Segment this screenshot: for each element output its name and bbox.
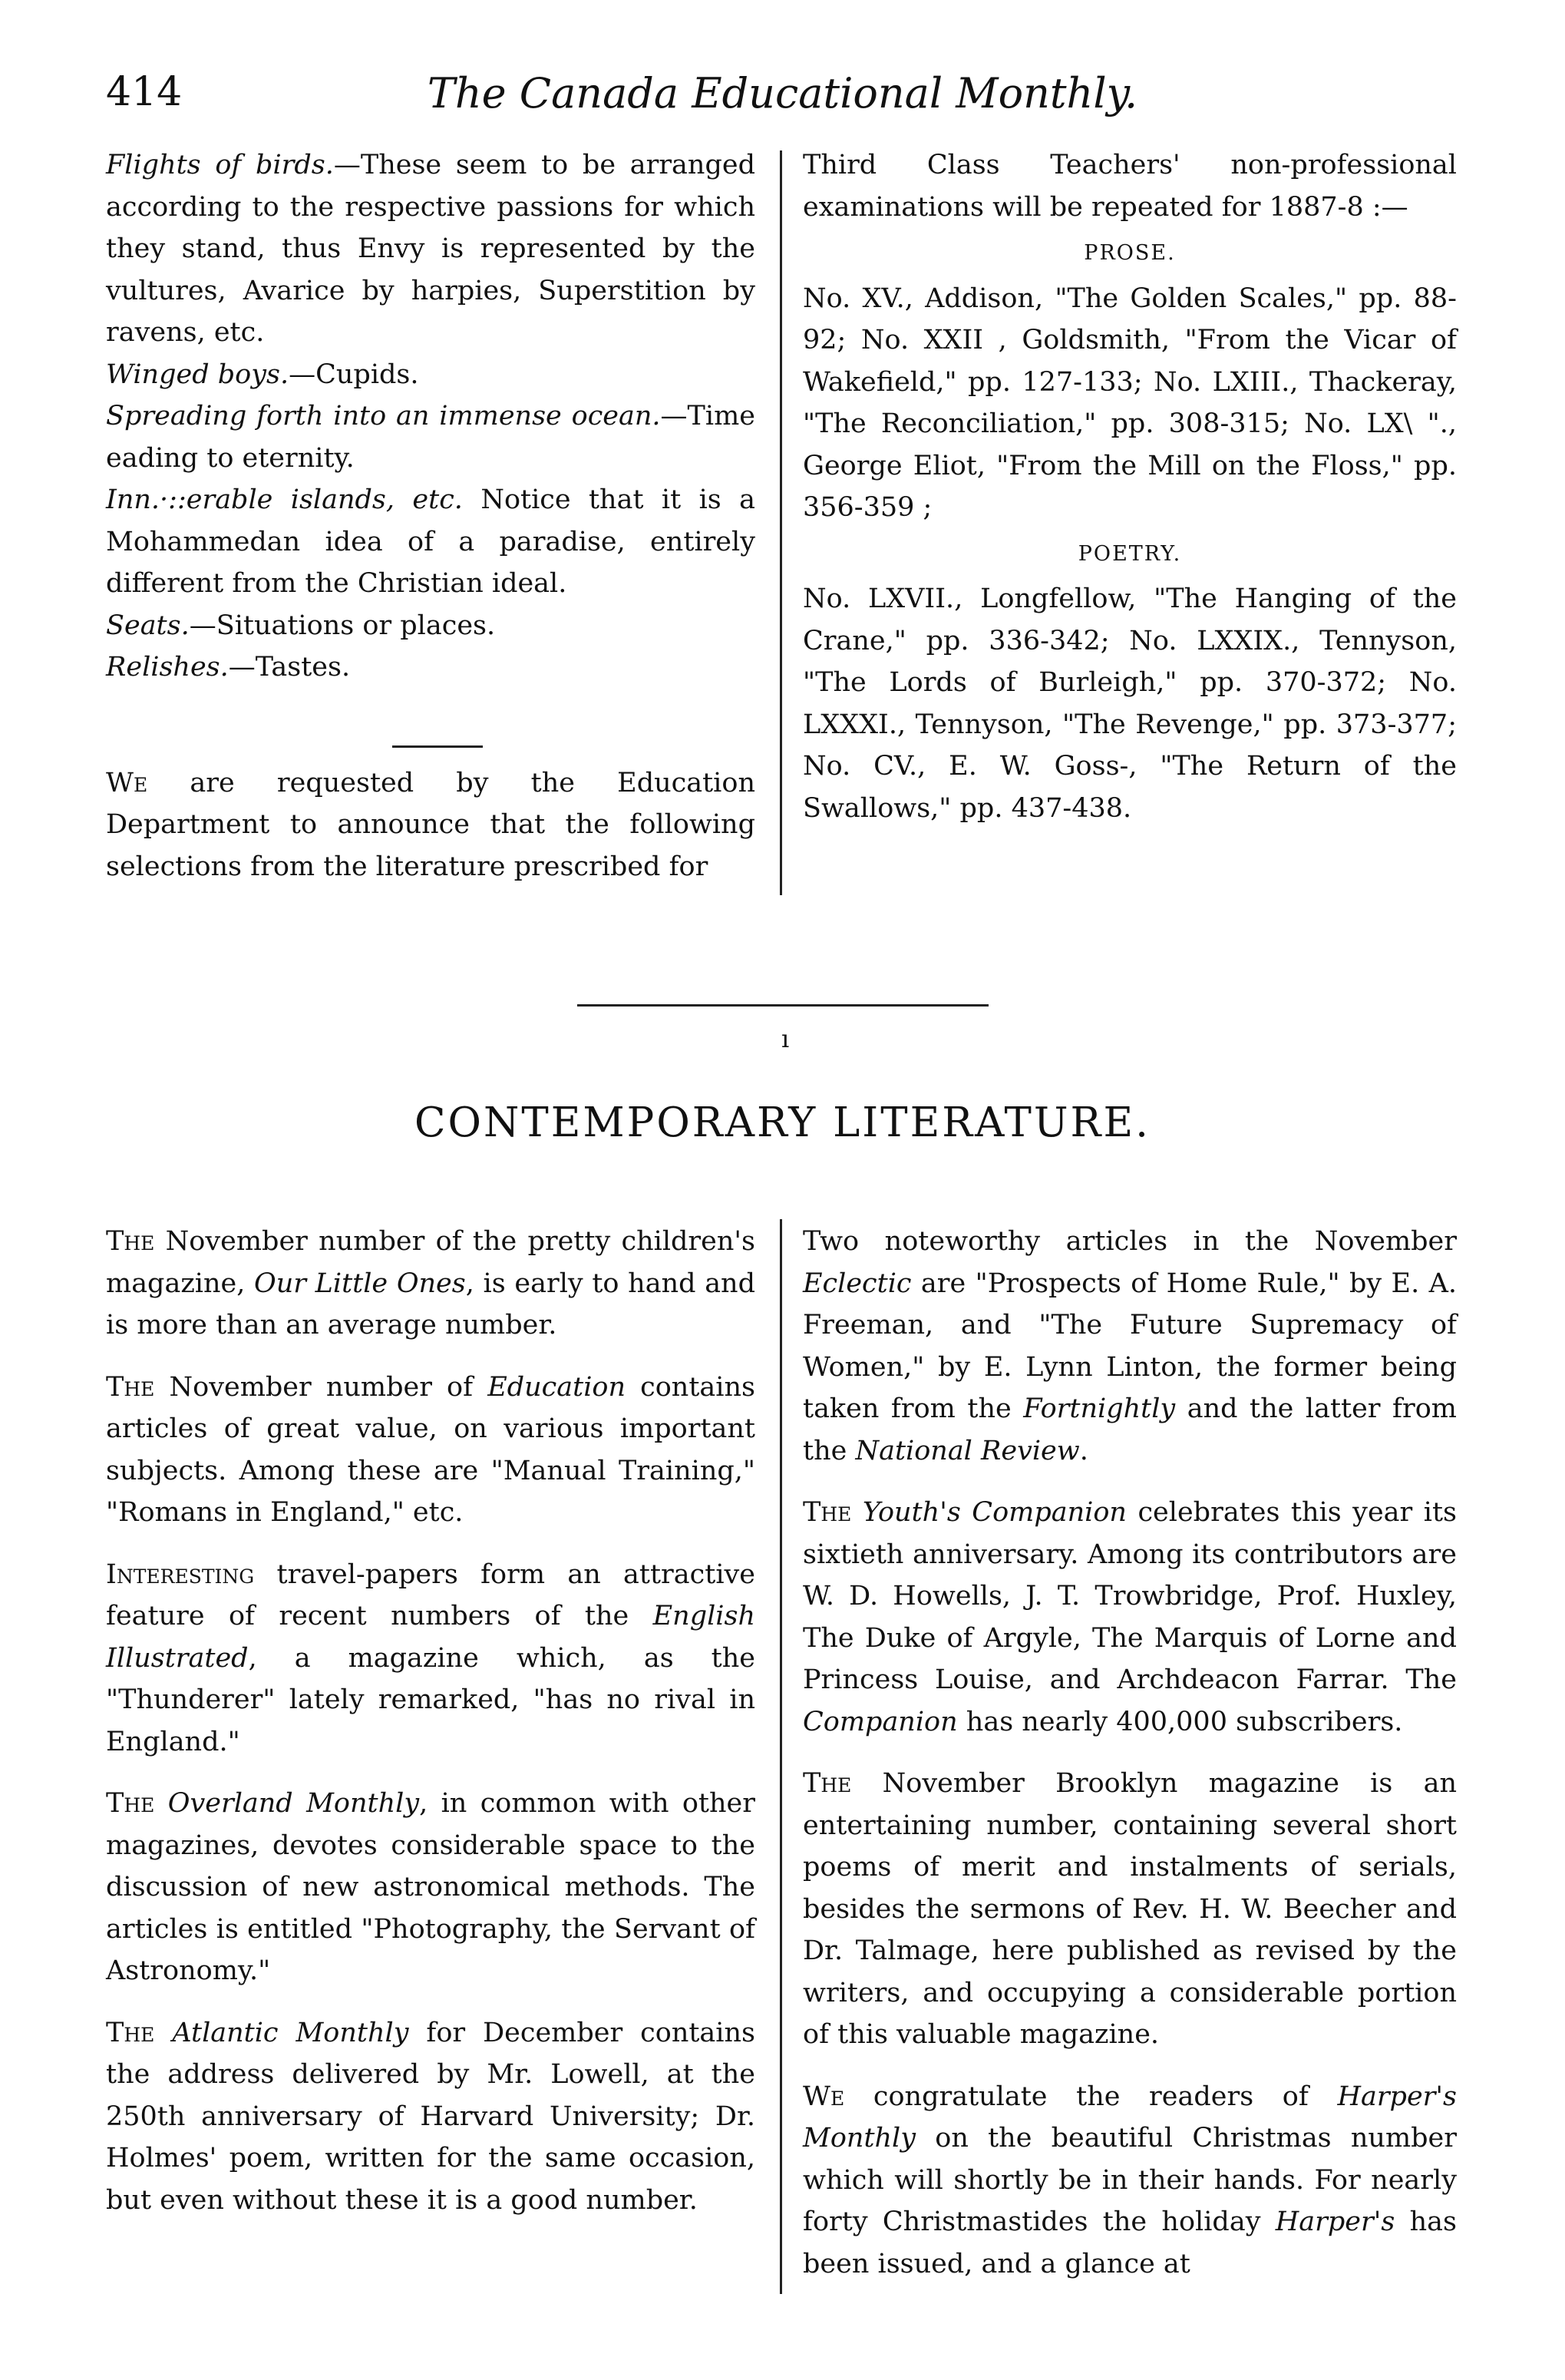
magazine-title: Our Little Ones — [254, 1268, 466, 1299]
magazine-title: Harper's — [1275, 2206, 1395, 2237]
lead-word: The — [106, 1226, 155, 1257]
magazine-title: English Illustrated — [106, 1601, 755, 1674]
note-term: Spreading forth into an immense ocean. — [106, 401, 661, 431]
journal-title: The Canada Educational Monthly. — [427, 69, 1138, 117]
lead-word: Interesting — [106, 1559, 255, 1590]
poetry-selections: No. LXVII., Longfellow, "The Hanging of the Crane," pp. 336-342; No. LXXIX., Tennyson, "The Lords of Burleigh," pp. 370-372; No. LXXXI., Tennyson, "The Revenge," pp. 373-377; No. CV., E. W. Goss-, "The Return of the Swallows," pp. 437-438. — [803, 583, 1457, 824]
poetry-heading: POETRY. — [1078, 541, 1182, 566]
note-text: —Situations or places. — [189, 610, 496, 641]
notice-overland-monthly — [106, 1783, 755, 1992]
magazine-title: Eclectic — [803, 1268, 912, 1299]
notice-text: contains articles of great value, on various important subjects. Among these are "Manual Training," "Romans in England," etc. — [106, 1371, 755, 1528]
lead-word: We — [803, 2081, 845, 2112]
note-term: Inn.·::erable islands, etc. — [106, 484, 463, 515]
examinations-intro: Third Class Teachers' non-professional examinations will be repeated for 1887-8 :— — [803, 150, 1457, 223]
announcement-text: are requested by the Education Department to announce that the following selections from the literature prescribed for — [106, 767, 755, 882]
lead-word: The — [106, 1371, 155, 1403]
top-left-column — [106, 144, 755, 888]
notice-text: on the beautiful Christmas number which will shortly be in their hands. For nearly forty Christmastides the holiday — [803, 2123, 1457, 2237]
section-mark: ı — [781, 1024, 790, 1053]
note-seats — [106, 605, 755, 647]
running-head — [0, 69, 1565, 131]
lead-word: The — [106, 1788, 155, 1819]
notice-text: congratulate the readers of — [844, 2081, 1338, 2112]
magazine-title: Overland Monthly — [167, 1788, 420, 1819]
notice-text: travel-papers form an attractive feature of recent numbers of the — [106, 1559, 755, 1631]
column-rule-top — [780, 150, 782, 895]
bottom-right-column — [803, 1221, 1457, 2285]
notice-youths-companion — [803, 1492, 1457, 1743]
notice-eclectic — [803, 1221, 1457, 1472]
notice-text: . — [1079, 1435, 1088, 1466]
section-heading: CONTEMPORARY LITERATURE. — [414, 1099, 1151, 1146]
notice-text: , in common with other magazines, devotes considerable space to the discussion of new astronomical methods. The articles is entitled "Photography, the Servant of Astronomy." — [106, 1788, 755, 1986]
notice-text: has been issued, and a glance at — [803, 2206, 1457, 2279]
note-text: —Cupids. — [289, 359, 419, 390]
note-text: —Time eading to eternity. — [106, 401, 755, 474]
notice-atlantic-monthly — [106, 2012, 755, 2222]
notice-text: November number of — [154, 1371, 488, 1403]
note-winged-boys — [106, 354, 755, 396]
magazine-title: Companion — [803, 1706, 958, 1737]
note-term: Seats. — [106, 610, 190, 641]
lead-word: The — [106, 2017, 155, 2048]
lead-word: The — [803, 1497, 852, 1528]
top-right-column — [803, 144, 1457, 829]
magazine-title: Education — [487, 1371, 626, 1403]
lead-word: We — [106, 767, 148, 798]
magazine-title: National Review — [855, 1435, 1080, 1466]
short-divider — [392, 745, 483, 748]
notice-text: Two noteworthy articles in the November — [803, 1226, 1457, 1257]
note-term: Winged boys. — [106, 359, 289, 390]
note-term: Relishes. — [106, 652, 229, 683]
note-text: Notice that it is a Mohammedan idea of a paradise, entirely different from the Christian ideal. — [106, 484, 756, 599]
page-number: 414 — [106, 69, 183, 115]
notice-text: for December contains the address delivered by Mr. Lowell, at the 250th anniversary of Harvard University; Dr. Holmes' poem, written for the same occasion, but even without these it is a good number. — [106, 2017, 755, 2216]
note-relishes — [106, 646, 755, 689]
magazine-title: Harper's Monthly — [803, 2081, 1457, 2154]
notice-text: November Brooklyn magazine is an entertaining number, containing several short poems of merit and instalments of serials, besides the sermons of Rev. H. W. Beecher and Dr. Talmage, here published as revised by the writers, and occupying a considerable portion of this valuable magazine. — [803, 1768, 1457, 2050]
magazine-title: Atlantic Monthly — [172, 2017, 409, 2048]
prose-heading: PROSE. — [1084, 241, 1176, 265]
prose-selections: No. XV., Addison, "The Golden Scales," pp. 88-92; No. XXII , Goldsmith, "From the Vicar of Wakefield," pp. 127-133; No. LXIII., Thackeray, "The Reconciliation," pp. 308-315; No. LX\ "., George Eliot, "From the Mill on the Floss," pp. 356-359 ; — [803, 283, 1457, 523]
notice-english-illustrated — [106, 1554, 755, 1764]
lead-word: The — [803, 1768, 852, 1799]
notice-education — [106, 1367, 755, 1534]
magazine-title: Fortnightly — [1023, 1393, 1176, 1424]
notice-text: celebrates this year its sixtieth anniversary. Among its contributors are W. D. Howells, J. T. Trowbridge, Prof. Huxley, The Duke of Argyle, The Marquis of Lorne and Princess Louise, and Archdeacon Farrar. The — [803, 1497, 1457, 1695]
note-flights-of-birds — [106, 144, 755, 354]
bottom-left-column — [106, 1221, 755, 2221]
department-announcement — [106, 762, 755, 888]
notice-text: are "Prospects of Home Rule," by E. A. Freeman, and "The Future Supremacy of Women," by E. Lynn Linton, the former being taken from the — [803, 1268, 1457, 1424]
notice-text: , is early to hand and is more than an average number. — [106, 1268, 756, 1340]
note-innumerable-islands — [106, 479, 755, 605]
notice-text: , a magazine which, as the "Thunderer" lately remarked, "has no rival in England." — [106, 1642, 755, 1757]
note-text: —These seem to be arranged according to the respective passions for which they stand, thus Envy is represented by the vultures, Avarice by harpies, Superstition by ravens, etc. — [106, 150, 755, 348]
notice-harpers-monthly — [803, 2076, 1457, 2286]
note-spreading-forth — [106, 395, 755, 479]
column-rule-bottom — [780, 1219, 782, 2294]
notice-text: and the latter from the — [803, 1393, 1457, 1466]
note-term: Flights of birds. — [106, 150, 334, 180]
notice-text: has nearly 400,000 subscribers. — [957, 1706, 1403, 1737]
section-divider — [577, 1004, 989, 1007]
note-text: —Tastes. — [228, 652, 351, 683]
notice-text: November number of the pretty children's magazine, — [106, 1226, 755, 1299]
notice-our-little-ones — [106, 1221, 755, 1347]
notice-brooklyn-magazine — [803, 1763, 1457, 2056]
magazine-title: Youth's Companion — [862, 1497, 1127, 1528]
